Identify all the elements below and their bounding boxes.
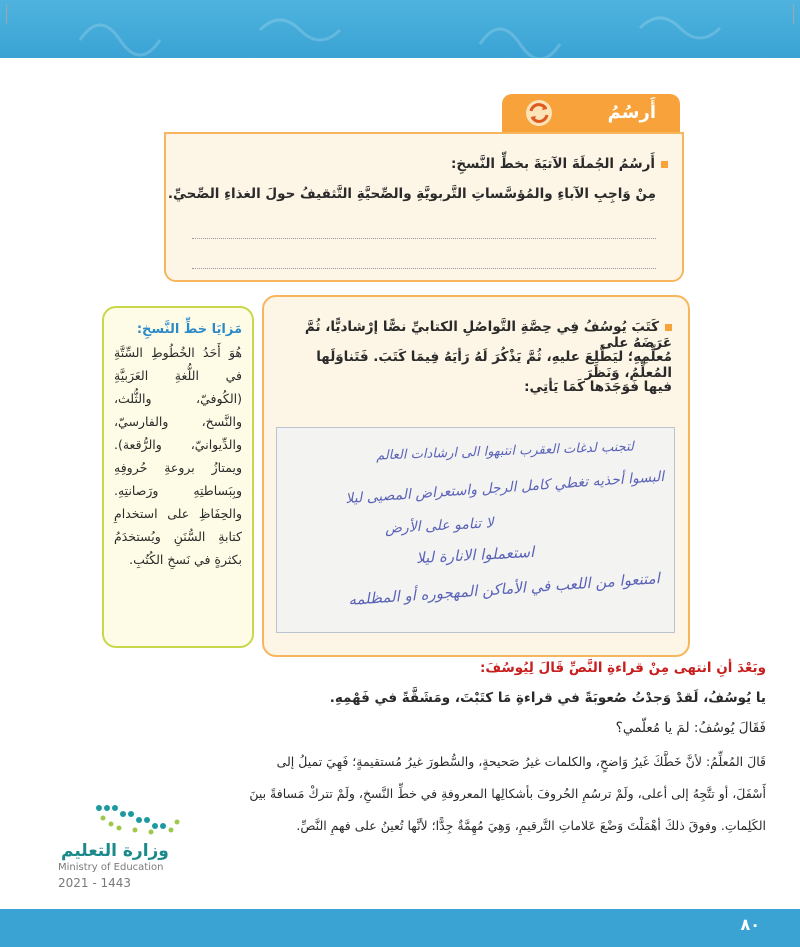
writing-exercise-box (164, 132, 684, 282)
story-line-5: الكَلِماتِ. وفوقَ ذلكَ أهْمَلْتَ وَضْعَ عَلاماتِ التَّرقيمِ، وَهِيَ مُهِمَّةٌ جِدًّا؛ لأنَّها تُعينُ على فهمِ النَّصِّ. (296, 818, 766, 833)
section-tab (502, 94, 680, 132)
handwritten-note-image (276, 427, 675, 633)
handwriting-line-1: لتجنب لدغات العقرب انتبهوا الى ارشادات العالم (375, 439, 635, 464)
story-line-2: فَقَالَ يُوسُفُ: لمَ يا مُعلّمي؟ (615, 720, 766, 736)
page-number: ٨٠ (740, 915, 760, 934)
task2-line-2: مُعلِّمِهِ؛ ليَطَّلِعَ عليهِ، ثُمَّ يَذْكُرَ لَهُ رَأيَهُ فِيمَا كَتَبَ. فَتَناوَلَها المُعلِّمُ، وَنَظَرَ (316, 349, 672, 381)
story-line-1: يا يُوسُفُ، لَقدْ وَجدْتُ صُعوبَةً في قراءةِ مَا كتَبْتَ، ومَشَقَّةً في فَهْمِهِ. (329, 690, 766, 706)
ministry-name-arabic: وزارة التعليم (61, 841, 169, 861)
handwriting-line-3: لا تنامو على الأرض (384, 515, 495, 537)
bullet-icon (661, 161, 668, 168)
sidebar-body: هُوَ أَحَدُ الخُطُوطِ السِّتَّةِ في اللُّغةِ العَرَبيَّةِ (الكُوفيّ، والثُّلث، والنَّسخ، والفارسيّ، والدِّيوانيّ، والرُّقعة). ويمتازُ بروعةِ حُروفِهِ وبِبَساطتِهِ ورَصانتِهِ. والحِفَاظِ على استخدامِ كتابةِ السُّنَنِ ويُستخدَمُ بكثرةٍ في نَسخِ الكُتُبِ. (114, 345, 242, 567)
handwriting-line-5: امتنعوا من اللعب في الأماكن المهجوره أو المظلمه (347, 569, 661, 609)
story-heading: وبَعْدَ أنِ انتهى مِنْ قراءةِ النَّصِّ قَالَ لِيُوسُفَ: (480, 660, 766, 676)
writing-line-1[interactable] (192, 238, 656, 239)
writing-line-2[interactable] (192, 268, 656, 269)
crop-mark-left (6, 4, 25, 24)
naskh-features-sidebar (102, 306, 254, 648)
bottom-banner (0, 909, 800, 947)
ministry-logo-dots (93, 800, 185, 838)
refresh-cycle-icon (524, 98, 554, 128)
story-line-3: قَالَ المُعلِّمُ: لأنَّ خَطَّكَ غَيرُ وَاضحٍ، والكلمات غيرُ صَحيحةٍ، والسُّطورَ غيرُ مُستقيمةٍ؛ فَهِيَ تميلُ إلى (276, 754, 766, 769)
task2-line-3: فيها فَوَجَدَها كَمَا يَأتِي: (524, 379, 672, 395)
handwriting-line-4: استعملوا الانارة ليلا (415, 542, 535, 568)
bullet-icon (665, 324, 672, 331)
section-title: أَرسُمُ (607, 102, 656, 123)
crop-mark-right (775, 4, 794, 24)
handwriting-line-2: البسوا أحذيه تغطي كامل الرجل واستعراض المصيى ليلا (344, 468, 665, 508)
top-banner (0, 0, 800, 58)
exercise-instruction (451, 156, 668, 172)
story-line-4: أَسْفَلَ، أو تتَّجِهُ إلى أعلى، ولَمْ ترسُمِ الحُروفَ بأشكالِها المعروفةِ في خطِّ النَّسخِ، ولَمْ تتركْ مَسافةً بينَ (249, 786, 766, 801)
sentence-to-copy: مِنْ وَاجِبِ الآباءِ والمُؤسَّساتِ التَّربويَّةِ والصِّحيَّةِ التَّثقيفُ حولَ الغذاءِ الصِّحيِّ. (167, 186, 656, 202)
ministry-name-english: Ministry of Education (58, 862, 164, 873)
calligraphy-pattern-decoration (0, 0, 800, 58)
task2-line-1 (264, 319, 672, 351)
sidebar-title: مَزايَا خطِّ النَّسخِ: (136, 322, 242, 337)
academic-year: 2021 - 1443 (58, 876, 132, 890)
task2-line-1-text: كَتَبَ يُوسُفُ فِي حِصَّةِ التَّواصُلِ الكتابيِّ نصًّا إرْشاديًّا، ثُمَّ عَرَضَهُ على (304, 319, 672, 351)
instruction-text: أَرسُمُ الجُملَةَ الآتيَةَ بخطِّ النَّسخِ: (450, 156, 655, 172)
